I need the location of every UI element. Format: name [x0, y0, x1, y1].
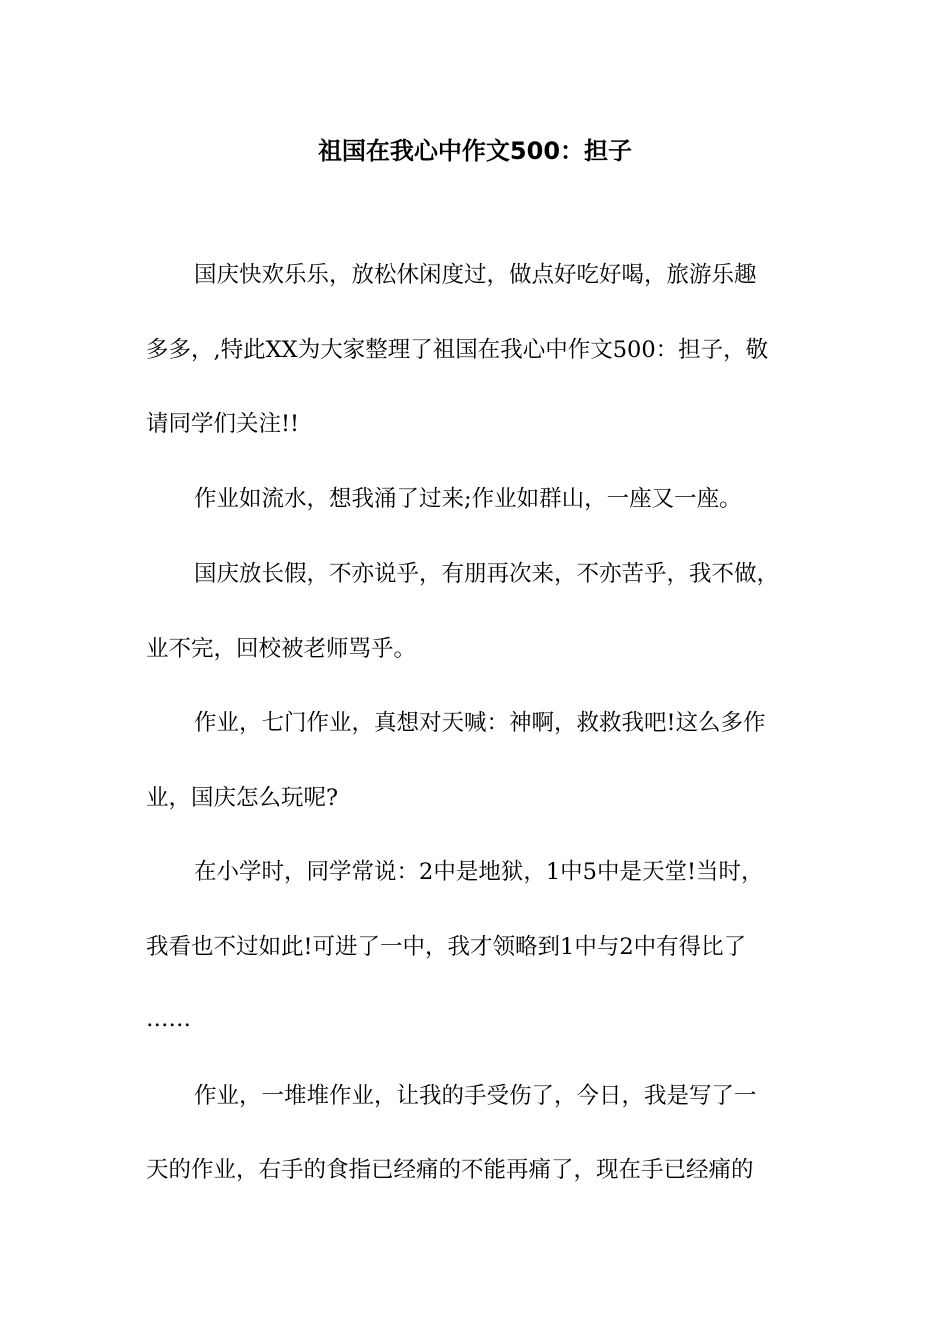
paragraph-line: 我看也不过如此!可进了一中，我才领略到1中与2中有得比了 [146, 934, 747, 960]
paragraph-line: 国庆放长假，不亦说乎，有朋再次来，不亦苦乎，我不做， [194, 561, 780, 587]
paragraph-line: 业，国庆怎么玩呢? [146, 785, 339, 811]
paragraph-line: 国庆快欢乐乐，放松休闲度过，做点好吃好喝，旅游乐趣 [194, 262, 757, 288]
document-title: 祖国在我心中作文500：担子 [317, 137, 633, 165]
paragraph-line: 多多，,特此XX为大家整理了祖国在我心中作文500：担子，敬 [146, 337, 769, 363]
paragraph-line: 作业如流水，想我涌了过来;作业如群山，一座又一座。 [194, 486, 742, 512]
paragraph-line: 作业，一堆堆作业，让我的手受伤了，今日，我是写了一 [194, 1083, 757, 1109]
paragraph-line: 天的作业，右手的食指已经痛的不能再痛了，现在手已经痛的 [146, 1157, 754, 1183]
paragraph-line: 作业，七门作业，真想对天喊：神啊，救救我吧!这么多作 [194, 710, 766, 736]
paragraph-line: …… [146, 1006, 191, 1032]
paragraph-line: 在小学时，同学常说：2中是地狱，1中5中是天堂!当时， [194, 859, 764, 885]
paragraph-line: 业不完，回校被老师骂乎。 [146, 636, 417, 662]
paragraph-line: 请同学们关注!! [146, 411, 300, 437]
